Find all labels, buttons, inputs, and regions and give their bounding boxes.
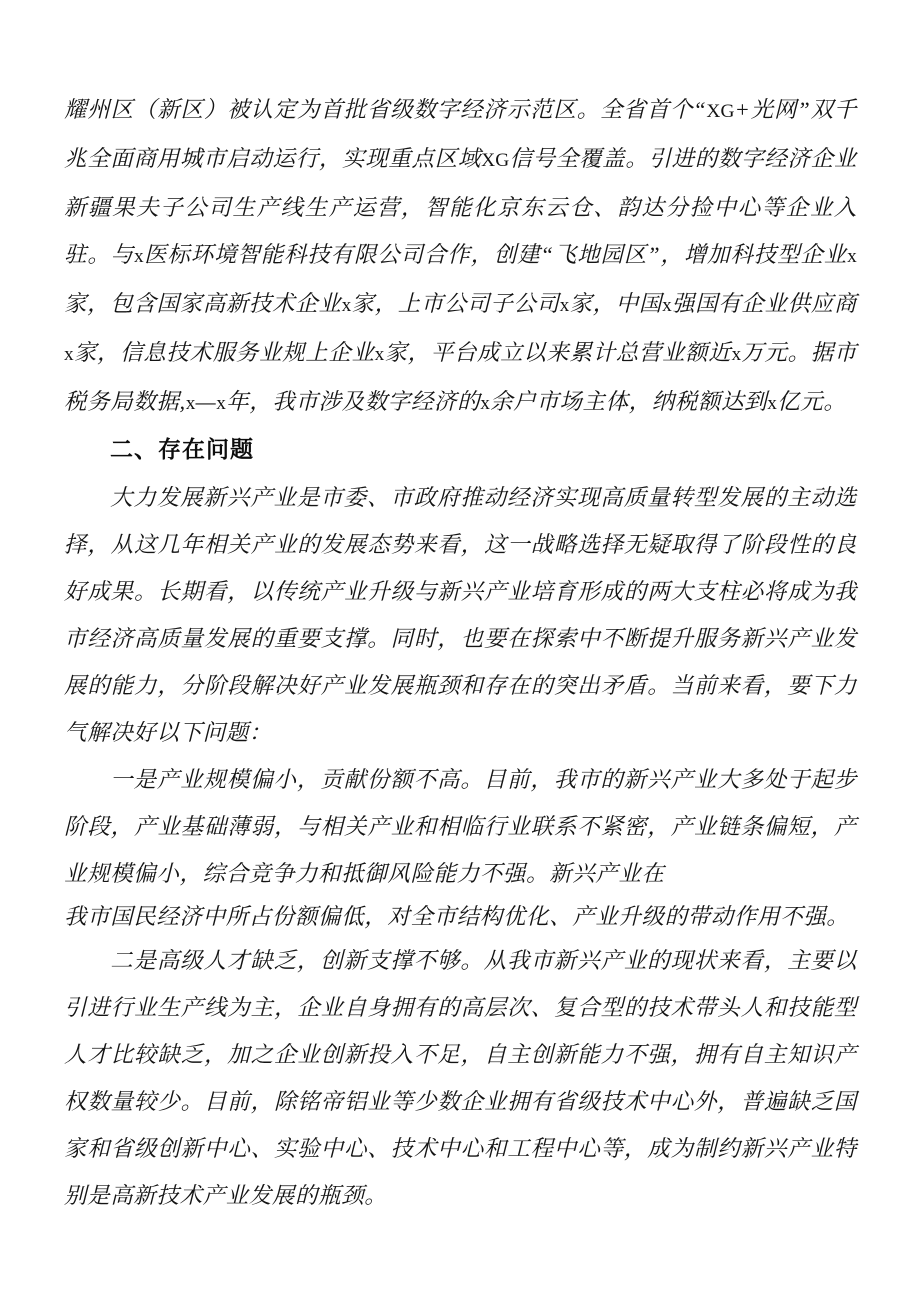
paragraph-problem-two: 二是高级人才缺乏，创新支撑不够。从我市新兴产业的现状来看，主要以引进行业生产线为主，企业自身拥有的高层次、复合型的技术带头人和技能型人才比较缺乏，加之企业创新投入不足，自主创新能力不强，拥有自主知识产权数量较少。目前，除铭帝铝业等少数企业拥有省级技术中心外，普遍缺乏国家和省级创新中心、实验中心、技术中心和工程中心等，成为制约新兴产业特别是高新技术产业发展的瓶颈。	[64, 948, 857, 1208]
section-heading-existing-problems: 二、存在问题	[110, 437, 254, 463]
paragraph-problem-one: 一是产业规模偏小，贡献份额不高。目前，我市的新兴产业大多处于起步阶段，产业基础薄弱，与相关产业和相临行业联系不紧密，产业链条偏短，产业规模偏小，综合竞争力和抵御风险能力不强。新兴产业在	[64, 767, 857, 886]
paragraph-overview: 大力发展新兴产业是市委、市政府推动经济实现高质量转型发展的主动选择，从这几年相关产业的发展态势来看，这一战略选择无疑取得了阶段性的良好成果。长期看，以传统产业升级与新兴产业培育形成的两大支柱必将成为我市经济高质量发展的重要支撑。同时，也要在探索中不断提升服务新兴产业发展的能力，分阶段解决好产业发展瓶颈和存在的突出矛盾。当前来看，要下力气解决好以下问题：	[64, 485, 857, 745]
paragraph-problem-one-continuation: 我市国民经济中所占份额偏低，对全市结构优化、产业升级的带动作用不强。	[64, 904, 850, 929]
document-body	[64, 86, 857, 1219]
paragraph-digital-economy: 耀州区（新区）被认定为首批省级数字经济示范区。全省首个“XG+光网”双千兆全面商用城市启动运行，实现重点区域XG信号全覆盖。引进的数字经济企业新疆果夫子公司生产线生产运营，智能化京东云仓、韵达分捡中心等企业入驻。与x医标环境智能科技有限公司合作，创建“飞地园区”，增加科技型企业x家，包含国家高新技术企业x家，上市公司子公司x家，中国x强国有企业供应商x家，信息技术服务业规上企业x家，平台成立以来累计总营业额近x万元。据市税务局数据,x—x年，我市涉及数字经济的x余户市场主体，纳税额达到x亿元。	[64, 97, 857, 414]
